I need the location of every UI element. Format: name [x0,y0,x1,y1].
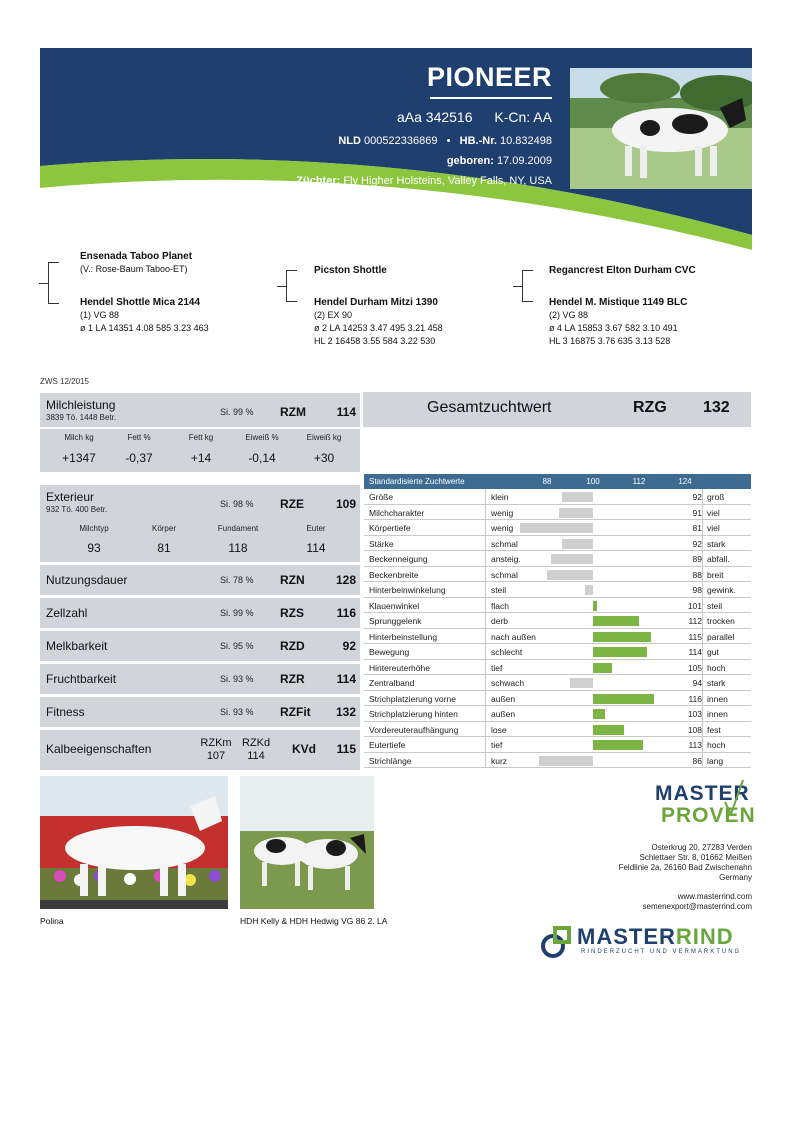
linear-value: 92 [692,492,702,502]
column-divider [485,644,486,659]
linear-high-label: gewink. [707,585,736,595]
linear-low-label: flach [491,600,509,611]
trait-si: Si. 99 % [220,608,254,618]
column-divider [702,737,703,752]
linear-high-label: hoch [707,740,726,750]
linear-low-label: wenig [491,523,514,533]
linear-trait: Sprunggelenk [369,616,422,626]
linear-bar [559,508,594,518]
linear-row [364,536,751,552]
rzkd-label: RZKd [241,737,271,749]
email-link[interactable]: semenexport@masterrind.com [642,902,752,911]
linear-bar [520,523,593,533]
milk-value-cell: +1347 [62,451,96,465]
hb-label: HB.-Nr. [459,135,497,147]
milk-header: Milch kg [64,433,94,442]
linear-low-label: schmal [491,569,518,580]
trait-title: Fitness [46,705,85,719]
linear-bar [539,756,593,766]
linear-value: 108 [687,724,702,735]
rzkm-value: 107 [206,750,226,762]
column-divider [702,644,703,659]
linear-high-label: trocken [707,616,735,626]
linear-header [364,474,751,489]
exterieur-value-cell: 114 [306,541,326,555]
pedigree-dam: Hendel Shottle Mica 2144 (1) VG 88 ø 1 LA 14351 4.08 585 3.23 463 [80,297,209,333]
linear-bar [547,570,593,580]
masterproven-logo [655,778,755,828]
linear-trait: Größe [369,492,394,502]
milk-value: 114 [336,405,356,419]
linear-row [364,675,751,691]
linear-low-label: steil [491,585,507,595]
address-line: Germany [719,873,752,882]
linear-bar [593,709,605,719]
milk-header: Fett % [127,433,151,442]
linear-trait: Hintereuterhöhe [369,662,430,673]
linear-low-label: tief [491,662,503,673]
address-line: Schlettaer Str. 8, 01662 Meißen [639,853,752,862]
linear-value: 112 [688,616,702,626]
calving-title: Kalbeeigenschaften [46,742,152,756]
linear-low-label: klein [491,492,509,502]
column-divider [702,706,703,721]
rzg-label: Gesamtzuchtwert [427,399,552,416]
linear-high-label: abfall. [707,554,730,564]
nld-number: 000522336869 [364,135,438,147]
linear-low-label: außen [491,693,516,704]
exterieur-si: Si. 98 % [220,499,254,509]
column-divider [702,567,703,582]
linear-trait: Körpertiefe [369,523,411,533]
linear-trait: Milchcharakter [369,507,425,518]
linear-row [364,567,751,583]
born-label: geboren: [446,155,494,167]
linear-bar [570,678,593,688]
exterieur-title: Exterieur [46,490,95,504]
linear-high-label: stark [707,538,726,549]
linear-high-label: hoch [707,662,726,673]
linear-bar [593,616,639,626]
linear-value: 101 [687,600,702,611]
breeder: Fly Higher Holsteins, Valley Falls, NY, USA [343,175,552,187]
calving-panel [40,730,360,770]
column-divider [485,660,486,675]
column-divider [485,520,486,535]
linear-high-label: breit [707,569,724,580]
column-divider [702,660,703,675]
linear-value: 88 [692,569,702,580]
pedigree-bracket-3 [522,270,523,302]
linear-high-label: parallel [707,631,735,642]
pedigree-bracket-2 [286,270,287,302]
linear-bar [593,694,654,704]
linear-value: 114 [688,647,702,657]
linear-bar [593,601,597,611]
exterieur-details [40,519,360,562]
column-divider [702,489,703,504]
photo-kelly-hedwig [240,776,374,909]
linear-rows [364,489,751,768]
linear-bar [593,632,651,642]
linear-trait: Strichplatzierung hinten [369,709,458,719]
zws-date: ZWS 12/2015 [40,377,89,386]
exterieur-value-cell: 81 [157,541,171,555]
caption-kelly-hedwig: HDH Kelly & HDH Hedwig VG 86 2. LA [240,916,388,926]
column-divider [702,753,703,768]
linear-bar [593,725,624,735]
trait-value: 114 [336,672,356,686]
linear-tick: 112 [632,477,646,486]
rzkd-value: 114 [247,750,265,762]
column-divider [485,505,486,520]
linear-row [364,660,751,676]
trait-panel-rzn [40,565,360,595]
linear-row [364,520,751,536]
linear-low-label: schwach [491,678,525,688]
linear-high-label: viel [707,523,720,533]
linear-value: 113 [688,740,702,750]
exterieur-header: Körper [151,524,176,533]
bull-photo [570,68,752,189]
column-divider [702,629,703,644]
calving-code: KVd [292,742,316,756]
trait-si: Si. 93 % [220,674,254,684]
address-line: Osterkrug 20, 27283 Verden [651,843,752,852]
exterieur-header: Milchtyp [79,524,109,533]
linear-tick: 124 [678,477,692,486]
address-block [619,843,752,912]
pedigree-mggs: Regancrest Elton Durham CVC [549,265,696,276]
linear-high-label: viel [707,507,720,518]
trait-panel-rzfit [40,697,360,727]
linear-row [364,613,751,629]
linear-trait: Strichlänge [369,755,412,766]
masterrind-master: MASTER [577,924,676,949]
title-underline [430,97,552,99]
exterieur-header: Euter [306,524,326,533]
linear-trait: Hinterbeinwinkelung [369,585,446,595]
pedigree-mgs: Picston Shottle [314,265,387,276]
trait-title: Fruchtbarkeit [46,672,117,686]
column-divider [702,613,703,628]
linear-low-label: nach außen [491,631,536,642]
milk-code: RZM [280,405,306,419]
linear-tick: 88 [542,477,552,486]
milk-panel [40,393,360,427]
born-date: 17.09.2009 [496,155,552,167]
trait-value: 128 [335,573,356,587]
masterrind-logo [541,924,754,960]
column-divider [485,691,486,706]
column-divider [485,737,486,752]
linear-trait: Strichplatzierung vorne [369,693,456,704]
linear-low-label: wenig [491,507,514,518]
linear-high-label: lang [707,755,724,766]
linear-row [364,505,751,521]
linear-trait: Bewegung [369,647,410,657]
column-divider [485,613,486,628]
linear-high-label: fest [707,724,721,735]
masterrind-wordmark [577,924,734,950]
nld-label: NLD [338,135,361,147]
linear-trait: Eutertiefe [369,740,406,750]
linear-trait: Hinterbeinstellung [369,631,438,642]
linear-bar [593,740,643,750]
column-divider [485,598,486,613]
column-divider [485,536,486,551]
exterieur-code: RZE [280,497,304,511]
column-divider [702,598,703,613]
trait-panel-rzr [40,664,360,694]
trait-value: 132 [335,705,356,719]
linear-row [364,722,751,738]
linear-row [364,598,751,614]
breeder-line [296,175,552,187]
linear-low-label: lose [491,724,507,735]
linear-row [364,644,751,660]
column-divider [485,706,486,721]
column-divider [702,691,703,706]
rzg-value: 132 [703,399,730,416]
trait-title: Zellzahl [46,606,88,620]
column-divider [702,505,703,520]
linear-low-label: schlecht [491,647,523,657]
linear-value: 116 [688,693,702,704]
linear-value: 92 [692,538,702,549]
trait-code: RZD [280,639,305,653]
header-text [296,62,552,187]
masterproven-line2: PROVEN [661,804,756,827]
linear-high-label: innen [707,693,728,704]
linear-value: 91 [692,507,702,518]
linear-trait: Beckenbreite [369,569,419,580]
masterrind-tagline: RINDERZUCHT UND VERMARKTUNG [581,949,742,955]
linear-value: 103 [687,709,702,719]
photo-polina [40,776,228,909]
linear-row [364,489,751,505]
photo-kelly-hedwig-image [240,776,374,909]
linear-row [364,706,751,722]
linear-value: 86 [692,755,702,766]
trait-value: 116 [336,606,356,620]
trait-code: RZS [280,606,304,620]
linear-row [364,551,751,567]
milk-title: Milchleistung [46,398,116,412]
linear-low-label: ansteig. [491,554,521,564]
pedigree-sire: Ensenada Taboo Planet (V.: Rose-Baum Taboo-ET) [80,251,193,274]
trait-code: RZN [280,573,305,587]
exterieur-header: Fundament [217,524,259,533]
column-divider [702,536,703,551]
hb-number: 10.832498 [500,135,552,147]
column-divider [485,489,486,504]
column-divider [485,551,486,566]
pedigree-granddam: Hendel Durham Mitzi 1390 (2) EX 90 ø 2 LA 14253 3.47 495 3.21 458 HL 2 16458 3.55 584 3.22 530 [314,297,443,346]
linear-low-label: kurz [491,755,508,766]
column-divider [702,675,703,690]
linear-low-label: schmal [491,538,518,549]
linear-value: 81 [692,523,702,533]
linear-bar [593,647,647,657]
linear-row [364,737,751,753]
milk-value-cell: -0,14 [248,451,276,465]
linear-value: 105 [687,662,702,673]
milk-header: Eiweiß kg [306,433,342,442]
linear-trait: Vordereuteraufhängung [369,724,459,735]
photo-polina-image [40,776,228,909]
linear-low-label: außen [491,709,516,719]
column-divider [485,629,486,644]
exterieur-sub: 932 Tö. 400 Betr. [46,505,108,514]
trait-si: Si. 93 % [220,707,254,717]
genotype-line [296,109,552,125]
linear-value: 94 [692,678,702,688]
born-line [296,155,552,167]
trait-panel-rzs [40,598,360,628]
linear-bar [562,539,593,549]
linear-value: 98 [692,585,702,595]
linear-value: 115 [688,631,702,642]
header-banner [40,48,752,250]
milk-si: Si. 99 % [220,407,254,417]
linear-high-label: stark [707,678,726,688]
column-divider [702,551,703,566]
rzg-box [363,392,751,427]
trait-title: Melkbarkeit [46,639,108,653]
exterieur-panel [40,485,360,519]
address-line: Feldlinie 2a, 26160 Bad Zwischenahn [618,863,752,872]
trait-si: Si. 95 % [220,641,254,651]
exterieur-value-cell: 93 [87,541,101,555]
trait-title: Nutzungsdauer [46,573,128,587]
rzkm-label: RZKm [200,737,232,749]
column-divider [702,582,703,597]
milk-value-cell: +30 [313,451,335,465]
milk-details [40,429,360,472]
linear-row [364,753,751,769]
linear-high-label: innen [707,709,728,719]
column-divider [702,520,703,535]
linear-title: Standardisierte Zuchtwerte [369,477,465,486]
linear-table [364,474,751,768]
trait-si: Si. 78 % [220,575,254,585]
linear-row [364,582,751,598]
milk-value-cell: -0,37 [125,451,153,465]
linear-value: 89 [692,554,702,564]
milk-header: Fett kg [188,433,214,442]
linear-trait: Stärke [369,538,394,549]
column-divider [485,722,486,737]
exterieur-value-cell: 118 [228,541,248,555]
linear-high-label: steil [707,600,723,611]
linear-high-label: gut [707,647,719,657]
linear-row [364,691,751,707]
linear-trait: Klauenwinkel [369,600,420,611]
caption-polina: Polina [40,916,64,926]
breeder-label: Züchter: [296,175,341,187]
linear-low-label: tief [491,740,503,750]
linear-low-label: derb [491,616,509,626]
check-icon [723,778,745,818]
linear-row [364,629,751,645]
milk-sub: 3839 Tö. 1448 Betr. [46,413,117,422]
column-divider [485,675,486,690]
milk-header: Eiweiß % [245,433,279,442]
linear-trait: Zentralband [369,678,415,688]
column-divider [485,582,486,597]
column-divider [702,722,703,737]
linear-tick: 100 [586,477,600,486]
column-divider [485,753,486,768]
trait-code: RZR [280,672,305,686]
trait-code: RZFit [280,705,311,719]
column-divider [485,567,486,582]
linear-bar [562,492,593,502]
exterieur-value: 109 [335,497,356,511]
linear-bar [593,663,612,673]
milk-value-cell: +14 [190,451,212,465]
kappa-casein: K-Cn: AA [494,109,552,125]
pedigree-ggdam: Hendel M. Mistique 1149 BLC (2) VG 88 ø 4 LA 15853 3.67 582 3.10 491 HL 3 16875 3.76 635 3.13 528 [549,297,688,346]
masterrind-emblem-icon [541,926,577,958]
pedigree-bracket-1 [48,262,49,304]
rzg-code: RZG [633,399,667,416]
linear-trait: Beckenneigung [369,554,428,564]
bull-name: PIONEER [426,62,552,92]
genotype: aAa 342516 [396,109,473,125]
masterproven-line1: MASTER [655,782,750,805]
linear-high-label: groß [707,492,725,502]
web-link[interactable]: www.masterrind.com [677,892,752,901]
bullet: • [446,135,451,147]
linear-bar [551,554,593,564]
trait-value: 92 [342,639,356,653]
linear-bar [585,585,593,595]
id-line [296,135,552,147]
masterrind-rind: RIND [675,924,734,949]
trait-panel-rzd [40,631,360,661]
calving-value: 115 [336,742,356,756]
